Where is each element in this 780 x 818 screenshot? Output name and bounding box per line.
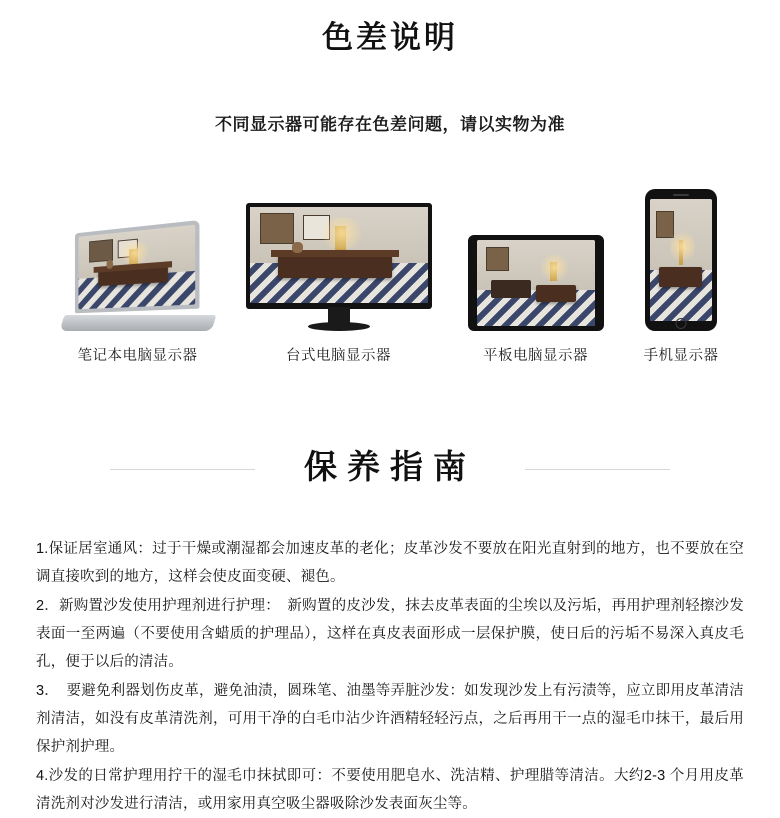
- scene-lamp-glow: [670, 228, 695, 265]
- device-laptop: [62, 227, 214, 365]
- tablet-illustration: [468, 235, 604, 331]
- device-caption: 平板电脑显示器: [483, 348, 588, 364]
- care-guide-title: 保养指南: [255, 439, 525, 495]
- monitor-illustration: [246, 203, 432, 331]
- scene-vase: [106, 260, 113, 269]
- color-difference-section: [0, 0, 780, 365]
- care-paragraph: 3． 要避免利器划伤皮革，避免油渍，圆珠笔、油墨等弄脏沙发：如发现沙发上有污渍等，应立即用皮革清洁剂清洁，如没有皮革清洗剂，可用干净的白毛巾沾少许酒精轻轻污点，之后再用干一点的湿毛巾抹干，最后用保护剂护理。: [36, 683, 744, 755]
- laptop-lid: [74, 220, 199, 313]
- care-paragraph: 2．新购置沙发使用护理剂进行护理： 新购置的皮沙发，抹去皮革表面的尘埃以及污垢，再用护理剂轻擦沙发表面一至两遍（不要使用含蜡质的护理品），这样在真皮表面形成一层保护膜，使日后的污垢不易深入真皮毛孔，便于以后的清洁。: [36, 598, 744, 670]
- device-caption: 手机显示器: [643, 348, 719, 364]
- scene-vase: [292, 242, 303, 254]
- scene-wall-art: [260, 213, 294, 244]
- laptop-base: [59, 315, 216, 331]
- device-tablet: [468, 235, 604, 365]
- scene-table-top: [271, 250, 399, 257]
- page-title: 色差说明: [322, 20, 458, 55]
- scene-image: [650, 199, 712, 321]
- device-caption: 笔记本电脑显示器: [77, 348, 198, 364]
- scene-table: [536, 285, 576, 302]
- care-paragraph: 4.沙发的日常护理用拧干的湿毛巾抹拭即可：不要使用肥皂水、洗洁精、护理腊等清洁。大约2-3 个月用皮革清洗剂对沙发进行清洁，或用家用真空吸尘器吸除沙发表面灰尘等。: [36, 768, 744, 812]
- color-difference-subtitle: 不同显示器可能存在色差问题，请以实物为准: [215, 115, 565, 134]
- scene-lamp-glow: [538, 254, 571, 282]
- monitor-screen: [246, 203, 432, 309]
- scene-image: [477, 240, 595, 326]
- device-desktop: [246, 203, 432, 365]
- scene-wall-art: [486, 247, 509, 271]
- scene-table: [659, 267, 702, 287]
- device-list: [0, 135, 780, 365]
- device-phone: [644, 189, 719, 365]
- laptop-illustration: [62, 227, 214, 331]
- scene-sofa: [491, 280, 531, 299]
- phone-illustration: [645, 189, 717, 331]
- scene-image: [78, 225, 195, 310]
- scene-table: [278, 255, 392, 278]
- care-paragraph: 1.保证居室通风：过于干燥或潮湿都会加速皮革的老化；皮革沙发不要放在阳光直射到的地方，也不要放在空调直接吹到的地方，这样会使皮面变硬、褪色。: [36, 541, 744, 585]
- scene-wall-art: [656, 211, 674, 237]
- phone-speaker: [673, 194, 689, 196]
- monitor-neck: [328, 307, 350, 323]
- scene-lamp-glow: [317, 217, 367, 250]
- phone-home-button[interactable]: [676, 318, 687, 329]
- scene-wall-art: [89, 239, 113, 262]
- care-guide-body: [0, 509, 780, 818]
- care-section-header: [0, 439, 780, 509]
- device-caption: 台式电脑显示器: [286, 348, 391, 364]
- scene-image: [250, 207, 428, 303]
- monitor-base: [308, 322, 370, 331]
